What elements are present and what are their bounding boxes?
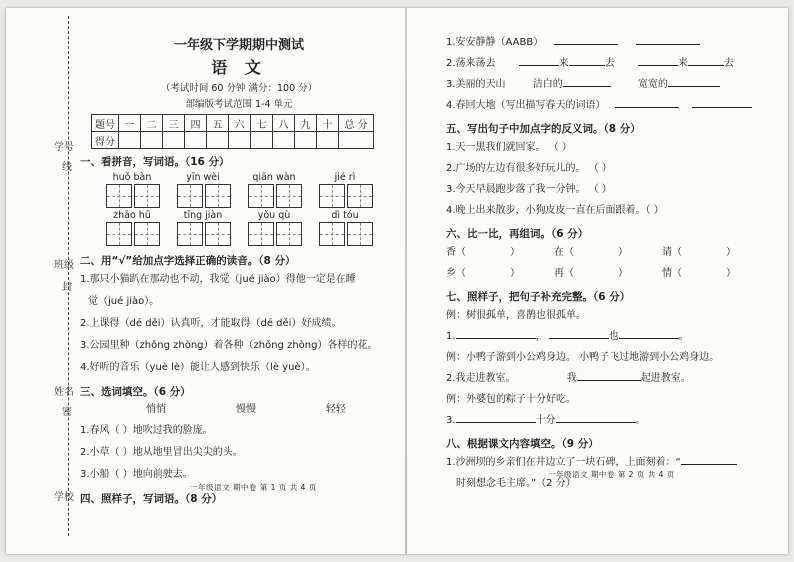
score-cell[interactable] [119,132,141,149]
pinyin-label: yǒu qù [257,210,291,221]
exam-scope: 部编版考试范围 1-4 单元 [185,99,293,110]
pinyin-item [177,210,248,246]
tian-grid-box[interactable] [134,184,160,208]
s8-q1b: 时刻想念毛主席。”（2 分） [456,478,576,489]
r-q3 [446,74,752,95]
margin-label-seal: 密 [62,407,72,418]
s2-q4: 4.好听的音乐（yuè lè）能让人感到快乐（lè yuè）。 [80,362,316,373]
exam-subject: 语 文 [211,58,267,77]
blank[interactable] [692,96,752,108]
s7-q3-num: 3. [446,415,456,426]
blank[interactable] [577,369,641,381]
score-header-cell: 五 [207,115,229,132]
word-3: 轻轻 [326,404,346,415]
tian-grid-box[interactable] [347,184,373,208]
score-header-cell: 九 [295,115,317,132]
pinyin-label: yīn wèi [186,172,220,183]
pinyin-label: tīng jiàn [183,210,223,221]
tian-grid-box[interactable] [106,184,132,208]
score-row-label: 得分 [92,132,119,149]
s2-q1b: 觉（jué jiào）。 [88,296,160,307]
blank[interactable] [615,96,679,108]
score-cell[interactable] [185,132,207,149]
r-q4-label: 4.春回大地（写出描写春天的词语） [446,100,606,111]
blank[interactable] [549,327,609,339]
s6-r2-c: 情（ ） [662,268,736,279]
score-header-cell: 总 分 [339,115,374,132]
score-header-cell: 六 [229,115,251,132]
score-header-cell: 十 [317,115,339,132]
s7-q1-comma: ， [535,331,546,342]
score-cell[interactable] [317,132,339,149]
s7-q1 [446,326,752,347]
section-3-heading: 三、选词填空。（6 分） [80,386,191,398]
score-cell[interactable] [207,132,229,149]
s7-q2-wo: 我 [566,373,577,384]
tian-grid-box[interactable] [177,222,203,246]
blank[interactable] [456,327,536,339]
r-q2 [446,53,752,74]
blank[interactable] [681,453,737,465]
s7-q2-end: 起进教室。 [640,373,691,384]
score-header-cell: 题号 [92,115,119,132]
pinyin-row-1 [106,172,398,208]
r-q3-wide: 宽宽的 [637,79,668,90]
s3-q3: 3.小船（ ）地向前驶去。 [80,469,193,480]
pinyin-item [248,172,319,208]
tian-grid-box[interactable] [319,184,345,208]
section-7-heading: 七、照样子，把句子补充完整。（6 分） [446,291,631,303]
s5-q3: 3.今天早晨跑步落了我一分钟。 （ ） [446,184,612,195]
tian-grid-box[interactable] [205,184,231,208]
s7-q3-end: 。 [635,415,646,426]
s7-example-1: 例：树很孤单，喜鹊也很孤单。 [446,310,586,321]
score-header-cell: 七 [251,115,273,132]
s5-q1: 1.天一黑我们就回家。 （ ） [446,142,572,153]
blank[interactable] [688,54,724,66]
blank[interactable] [668,75,720,87]
blank[interactable] [638,54,678,66]
s6-r1-c: 请（ ） [662,247,736,258]
score-header-cell: 三 [163,115,185,132]
exam-title: 一年级下学期期中测试 [173,38,304,53]
blank[interactable] [563,75,611,87]
s7-example-2: 例：小鸭子游到小公鸡身边。 小鸭子飞过地游到小公鸡身边。 [446,352,720,363]
s5-q2: 2.广场的左边有很多好玩儿的。 （ ） [446,163,612,174]
margin-label-number: 学号 [54,142,74,153]
right-footer: 一年级语文 期中卷 第 2 页 共 4 页 [548,470,675,479]
r-q3-white: 洁白的 [532,79,563,90]
s6-row-2 [446,263,736,284]
pinyin-label: qiān wàn [252,172,296,183]
margin-label-name: 姓名 [54,387,74,398]
pinyin-label: dì tóu [331,210,359,221]
tian-grid-box[interactable] [205,222,231,246]
tian-grid-box[interactable] [177,184,203,208]
left-page [80,8,398,507]
pinyin-item [319,172,390,208]
blank[interactable] [636,33,700,45]
right-page [446,8,752,494]
s6-r1-a: 香（ ） [446,247,520,258]
pinyin-item [248,210,319,246]
s6-row-1 [446,242,736,263]
pinyin-item [177,172,248,208]
word-1: 悄悄 [146,404,166,415]
r-q2-qu: 去 [604,58,615,69]
r-q2-label: 2.荡来荡去 [446,58,496,69]
pinyin-label: jié rì [334,172,356,183]
blank[interactable] [556,411,636,423]
score-cell[interactable] [273,132,295,149]
left-footer: 一年级语文 期中卷 第 1 页 共 4 页 [190,483,317,492]
margin-label-line: 线 [62,162,72,173]
section-8-heading: 八、根据课文内容填空。（9 分） [446,438,599,450]
s7-q1-end: 。 [678,331,689,342]
tian-grid-box[interactable] [319,222,345,246]
pinyin-label: zhāo hū [113,210,151,221]
s2-q1a: 1.那只小猫趴在那动也不动，我觉（jué jiào）得他一定是在睡 [80,274,356,285]
s6-r2-b: 再（ ） [554,268,628,279]
tian-grid-box[interactable] [248,222,274,246]
tian-grid-box[interactable] [248,184,274,208]
blank[interactable] [456,411,536,423]
s5-q4: 4.晚上出来散步，小狗皮皮一直在后面跟着。（ ） [446,205,664,216]
s7-q1-ye: 也 [608,331,619,342]
pinyin-item [106,210,177,246]
margin-label-school: 学校 [54,492,74,503]
score-header-cell: 二 [141,115,163,132]
pinyin-label: huǒ bàn [112,172,152,183]
blank[interactable] [519,54,559,66]
s6-r2-a: 乡（ ） [446,268,520,279]
s3-q2: 2.小草（ ）地从地里冒出尖尖的头。 [80,447,243,458]
margin-label-bind: 封 [62,282,72,293]
s7-q3 [446,410,752,431]
section-1-heading: 一、看拼音，写词语。（16 分） [80,156,230,168]
score-header-cell: 八 [273,115,295,132]
s7-q3-shifen: 十分 [535,415,556,426]
blank[interactable] [619,327,679,339]
binding-dashed-line [68,16,69,536]
s7-example-3: 例：外婆包的粽子十分好吃。 [446,394,576,405]
s7-q1-num: 1. [446,331,456,342]
s2-q2: 2.上课得（dé děi）认真听，才能取得（dé děi）好成绩。 [80,318,342,329]
section-4-heading: 四、照样子，写词语。（8 分） [80,493,223,505]
page-fold [405,8,407,554]
score-cell[interactable] [339,132,374,149]
score-cell[interactable] [251,132,273,149]
score-cell[interactable] [229,132,251,149]
tian-grid-box[interactable] [276,184,302,208]
s3-q1: 1.春风（ ）地吹过我的脸庞。 [80,425,213,436]
pinyin-item [319,210,390,246]
r-q2-qu-2: 去 [723,58,734,69]
exam-sheet [6,8,788,554]
s2-q3: 3.公园里种（zhǒng zhòng）着各种（zhǒng zhòng）各样的花。 [80,340,378,351]
tian-grid-box[interactable] [134,222,160,246]
score-table [91,114,374,149]
score-header-cell: 四 [185,115,207,132]
score-cell[interactable] [163,132,185,149]
section-2-heading: 二、用“√”给加点字选择正确的读音。（8 分） [80,255,296,267]
r-q2-lai: 来 [558,58,569,69]
s7-q2 [446,368,752,389]
tian-grid-box[interactable] [347,222,373,246]
blank[interactable] [554,33,618,45]
word-bank [146,400,346,420]
tian-grid-box[interactable] [106,222,132,246]
tian-grid-box[interactable] [276,222,302,246]
section-6-heading: 六、比一比，再组词。（6 分） [446,228,589,240]
margin-label-class: 班级 [54,260,74,271]
score-cell[interactable] [141,132,163,149]
r-q1-label: 1.安安静静（AABB） [446,37,544,48]
r-q3-label: 3.美丽的天山 [446,79,506,90]
s8-q1-text: 1.沙洲坝的乡亲们在井边立了一块石碑，上面刻着：“ [446,457,681,468]
s6-r1-b: 在（ ） [554,247,628,258]
r-q4 [446,95,752,116]
pinyin-item [106,172,177,208]
s7-q2-sentence: 2.我走进教室。 [446,373,516,384]
pinyin-row-2 [106,210,398,246]
word-2: 慢慢 [236,404,256,415]
section-5-heading: 五、写出句子中加点字的反义词。（8 分） [446,123,641,135]
score-header-cell: 一 [119,115,141,132]
exam-info: （考试时间 60 分钟 满分：100 分） [160,83,318,94]
score-cell[interactable] [295,132,317,149]
r-q2-lai-2: 来 [677,58,688,69]
r-q1 [446,32,752,53]
blank[interactable] [569,54,605,66]
